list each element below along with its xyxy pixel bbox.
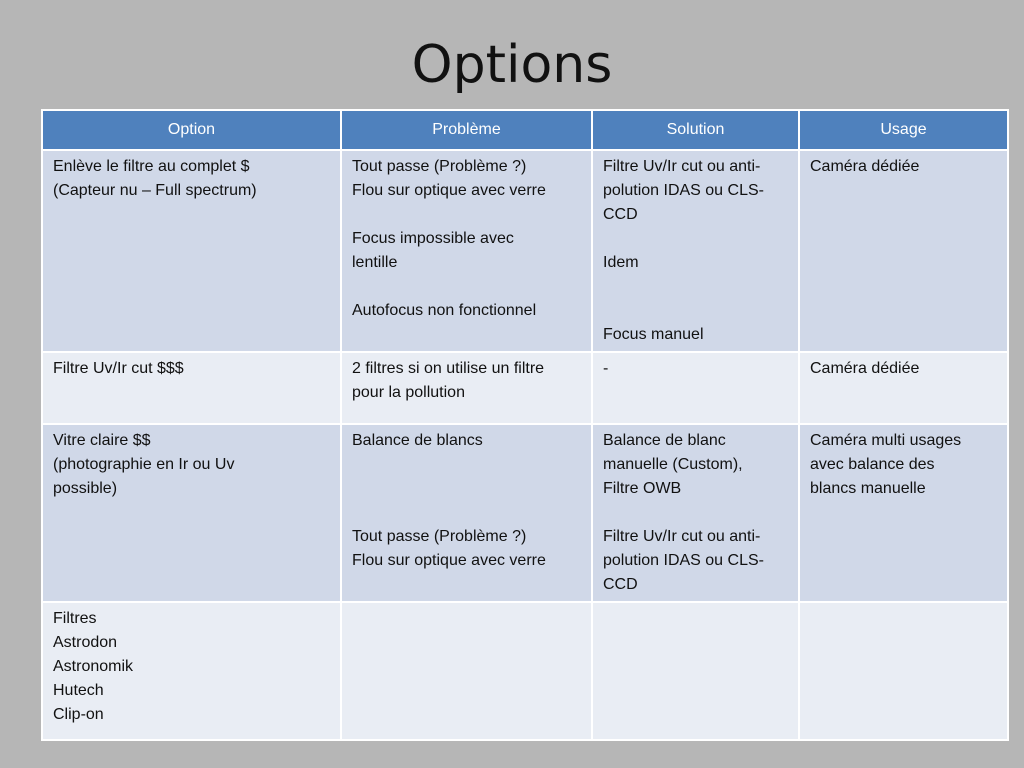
cell-line: Tout passe (Problème ?) (352, 158, 527, 175)
cell-solution (592, 424, 799, 602)
cell-line (603, 275, 788, 299)
cell-line: manuelle (Custom), (603, 456, 743, 473)
cell-line: Idem (603, 254, 639, 271)
cell-usage (799, 150, 1008, 352)
cell-line: Clip-on (53, 706, 104, 723)
cell-probleme (341, 352, 592, 424)
cell-line: Filtre Uv/Ir cut ou anti- (603, 158, 761, 175)
cell-line: polution IDAS ou CLS- (603, 182, 764, 199)
cell-line: Balance de blancs (352, 432, 483, 449)
cell-line: - (603, 360, 609, 377)
cell-line: Flou sur optique avec verre (352, 182, 546, 199)
cell-solution (592, 352, 799, 424)
cell-line: Tout passe (Problème ?) (352, 528, 527, 545)
cell-line: Caméra dédiée (810, 360, 920, 377)
table-row (42, 602, 1008, 740)
header-solution: Solution (592, 110, 799, 150)
cell-probleme (341, 424, 592, 602)
cell-usage (799, 424, 1008, 602)
cell-line (352, 275, 581, 299)
cell-line (352, 203, 581, 227)
cell-line: polution IDAS ou CLS- (603, 552, 764, 569)
table-row (42, 150, 1008, 352)
cell-line: Autofocus non fonctionnel (352, 302, 537, 319)
options-table (41, 109, 1009, 741)
table-row (42, 424, 1008, 602)
cell-option (42, 352, 341, 424)
cell-usage (799, 602, 1008, 740)
cell-option (42, 602, 341, 740)
cell-line: Enlève le filtre au complet $ (53, 158, 250, 175)
cell-probleme (341, 150, 592, 352)
header-probleme: Problème (341, 110, 592, 150)
cell-probleme (341, 602, 592, 740)
cell-line: (Capteur nu – Full spectrum) (53, 182, 257, 199)
cell-line: CCD (603, 576, 638, 593)
cell-line: Balance de blanc (603, 432, 726, 449)
header-usage: Usage (799, 110, 1008, 150)
cell-line: pour la pollution (352, 384, 465, 401)
cell-line (603, 299, 788, 323)
cell-option (42, 150, 341, 352)
cell-line: Astrodon (53, 634, 118, 651)
cell-line: possible) (53, 480, 118, 497)
cell-line: blancs manuelle (810, 480, 926, 497)
cell-line (603, 501, 788, 525)
cell-line (352, 501, 581, 525)
cell-solution (592, 150, 799, 352)
cell-option (42, 424, 341, 602)
header-option: Option (42, 110, 341, 150)
cell-line: Vitre claire $$ (53, 432, 151, 449)
cell-line: (photographie en Ir ou Uv (53, 456, 235, 473)
cell-line: Caméra dédiée (810, 158, 920, 175)
cell-line: Filtre OWB (603, 480, 682, 497)
cell-usage (799, 352, 1008, 424)
cell-line: Astronomik (53, 658, 134, 675)
slide-title: Options (411, 35, 613, 95)
cell-line (352, 477, 581, 501)
cell-line: Focus impossible avec (352, 230, 514, 247)
cell-line: Hutech (53, 682, 104, 699)
table-header-row (42, 110, 1008, 150)
cell-line: Flou sur optique avec verre (352, 552, 546, 569)
cell-line: lentille (352, 254, 398, 271)
table-row (42, 352, 1008, 424)
cell-line: Caméra multi usages (810, 432, 962, 449)
cell-line (352, 453, 581, 477)
cell-line (603, 227, 788, 251)
cell-line: avec balance des (810, 456, 935, 473)
cell-line: CCD (603, 206, 638, 223)
cell-line: Filtres (53, 610, 97, 627)
cell-solution (592, 602, 799, 740)
cell-line: Filtre Uv/Ir cut ou anti- (603, 528, 761, 545)
cell-line: Focus manuel (603, 326, 704, 343)
cell-line: 2 filtres si on utilise un filtre (352, 360, 545, 377)
cell-line: Filtre Uv/Ir cut $$$ (53, 360, 184, 377)
